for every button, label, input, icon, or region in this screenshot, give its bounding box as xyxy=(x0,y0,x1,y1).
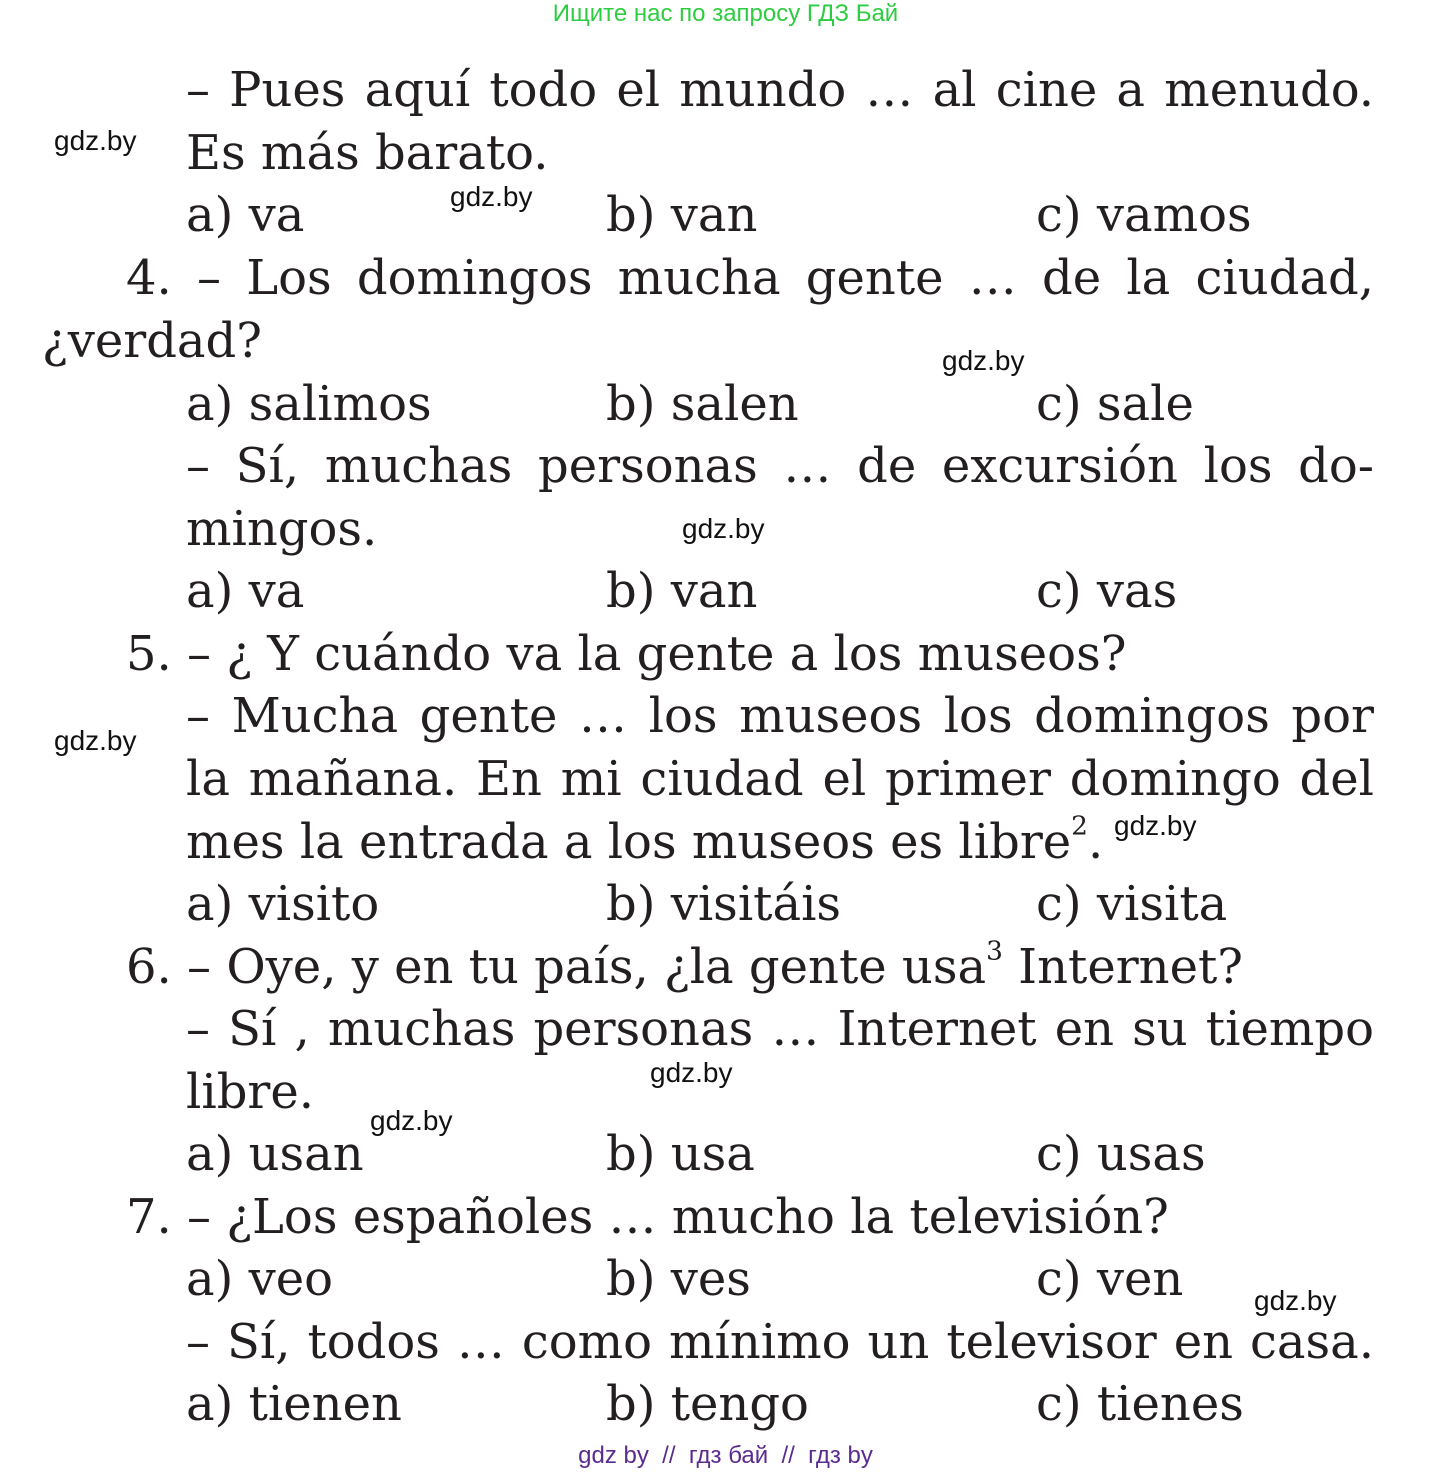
option-b: b) usa xyxy=(606,1126,755,1182)
option-a: a) tienen xyxy=(186,1376,402,1432)
text-line: – Mucha gente … los museos los domingos por xyxy=(186,688,1374,744)
footnote-marker: 2 xyxy=(1071,810,1088,842)
footnote-marker: 3 xyxy=(986,935,1003,967)
option-c: c) usas xyxy=(1036,1126,1206,1182)
watermark: gdz.by xyxy=(650,1057,733,1088)
option-c: c) ven xyxy=(1036,1251,1184,1307)
option-a: a) salimos xyxy=(186,376,432,432)
watermark: gdz.by xyxy=(1114,810,1197,841)
text-span: Internet? xyxy=(1002,939,1244,995)
question-5: 5. – ¿ Y cuándo va la gente a los museos? xyxy=(126,626,1127,682)
watermark: gdz.by xyxy=(942,345,1025,376)
option-b: b) salen xyxy=(606,376,799,432)
watermark: gdz.by xyxy=(370,1105,453,1136)
option-b: b) van xyxy=(606,563,758,619)
option-a: a) veo xyxy=(186,1251,334,1307)
text-span: . xyxy=(1087,814,1104,870)
text-line: – Sí, muchas personas … de excursión los do- xyxy=(186,438,1374,494)
question-4: 4. – Los domingos mucha gente … de la ciudad, xyxy=(126,250,1374,306)
option-b: b) van xyxy=(606,187,758,243)
watermark: gdz.by xyxy=(54,725,137,756)
watermark: gdz.by xyxy=(54,125,137,156)
watermark: gdz.by xyxy=(682,513,765,544)
watermark: gdz.by xyxy=(450,181,533,212)
text-line: ¿verdad? xyxy=(42,313,263,369)
question-7: 7. – ¿Los españoles … mucho la televisión? xyxy=(126,1189,1169,1245)
text-span: mes la entrada a los museos es libre xyxy=(186,814,1072,870)
option-b: b) visitáis xyxy=(606,876,842,932)
text-line: la mañana. En mi ciudad el primer domingo del xyxy=(186,751,1374,807)
option-a: a) visito xyxy=(186,876,380,932)
option-b: b) tengo xyxy=(606,1376,809,1432)
text-line: – Sí , muchas personas … Internet en su tiempo xyxy=(186,1001,1374,1057)
text-line: libre. xyxy=(186,1064,315,1120)
option-a: a) va xyxy=(186,563,305,619)
watermark: gdz.by xyxy=(1254,1285,1337,1316)
bottom-banner[interactable]: gdz by // гдз бай // гдз by xyxy=(578,1442,873,1469)
text-span: 6. – Oye, y en tu país, ¿la gente usa xyxy=(126,939,987,995)
option-c: c) vamos xyxy=(1036,187,1252,243)
text-line xyxy=(186,810,1104,870)
option-c: c) visita xyxy=(1036,876,1228,932)
option-b: b) ves xyxy=(606,1251,751,1307)
option-c: c) sale xyxy=(1036,376,1194,432)
text-line: – Pues aquí todo el mundo … al cine a menudo. xyxy=(186,62,1374,118)
text-line: mingos. xyxy=(186,501,378,557)
option-a: a) usan xyxy=(186,1126,364,1182)
question-6 xyxy=(126,935,1244,995)
text-line: – Sí, todos … como mínimo un televisor en casa. xyxy=(186,1314,1374,1370)
text-line: Es más barato. xyxy=(186,125,549,181)
option-c: c) tienes xyxy=(1036,1376,1244,1432)
top-banner[interactable]: Ищите нас по запросу ГДЗ Бай xyxy=(552,0,899,27)
option-a: a) va xyxy=(186,187,305,243)
option-c: c) vas xyxy=(1036,563,1178,619)
